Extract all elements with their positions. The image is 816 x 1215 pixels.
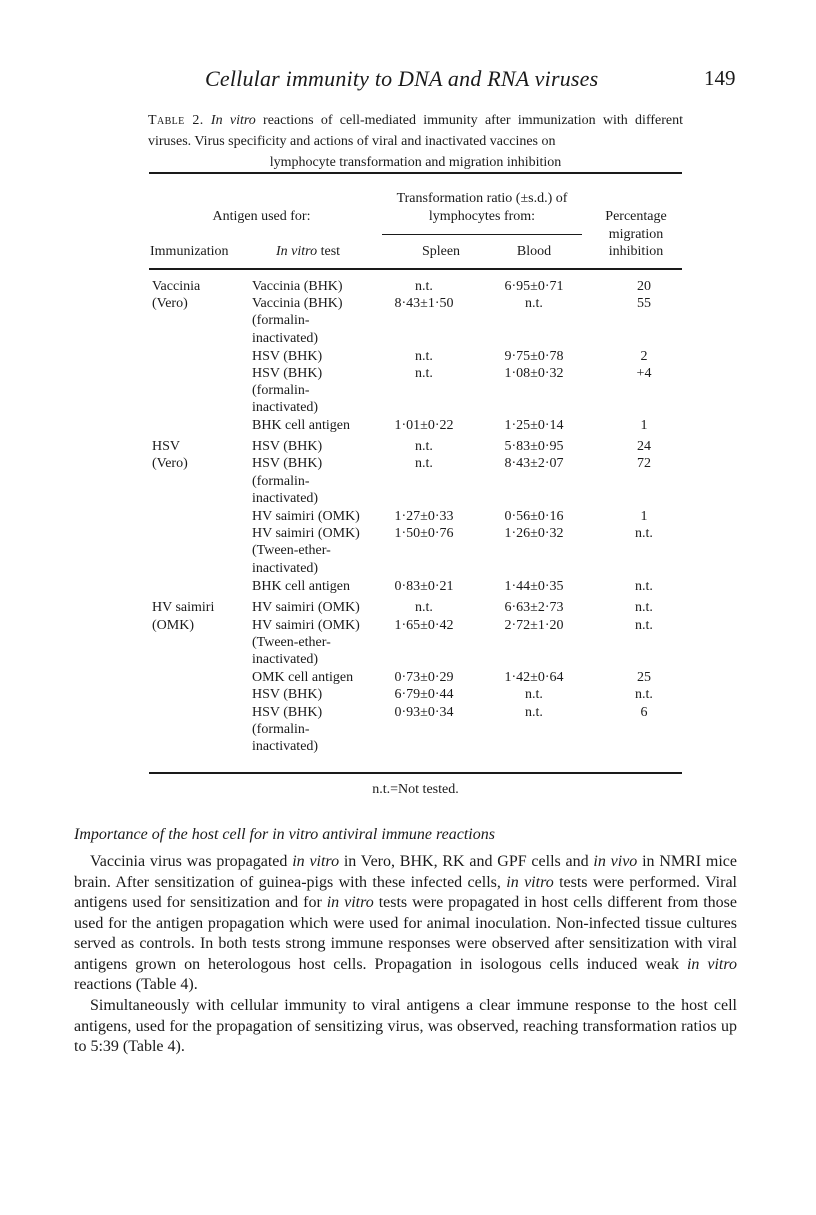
p1-part-e: in NMRI mice brain. After sensitization of guinea-pigs with these infected cells, xyxy=(74,853,737,891)
row-blood-value: n.t. xyxy=(525,296,543,312)
row-blood-value: 1·25±0·14 xyxy=(504,418,564,433)
table-bottom-rule xyxy=(149,772,682,774)
table-row xyxy=(149,634,682,651)
row-in-vitro-test: HSV (BHK) xyxy=(252,439,323,455)
header-in-vitro-italic: In vitro xyxy=(276,244,318,259)
row-in-vitro-test: HV saimiri (OMK) xyxy=(252,617,360,633)
header-in-vitro-test xyxy=(276,243,340,261)
row-percentage-value: 55 xyxy=(637,296,651,312)
row-percentage-value: 24 xyxy=(637,439,651,455)
table-row xyxy=(149,455,682,472)
transformation-subrule xyxy=(382,234,582,235)
table-top-rule xyxy=(149,172,682,174)
row-in-vitro-test: OMK cell antigen xyxy=(252,670,354,686)
table-row xyxy=(149,560,682,579)
row-blood-value: 6·63±2·73 xyxy=(504,600,564,616)
row-in-vitro-test: inactivated) xyxy=(252,651,319,667)
row-in-vitro-test: (formalin- xyxy=(252,721,310,737)
p1-part-g: tests were performed. Viral antigens used for sensitization and for xyxy=(74,873,737,911)
row-in-vitro-test: inactivated) xyxy=(252,330,319,346)
table-row xyxy=(149,473,682,490)
row-in-vitro-test: HSV (BHK) xyxy=(252,365,323,381)
table-row xyxy=(149,721,682,738)
header-immunization: Immunization xyxy=(150,244,229,259)
header-blood: Blood xyxy=(516,244,552,259)
p1-part-d: in vivo xyxy=(593,853,638,870)
row-blood-value: 1·26±0·32 xyxy=(504,526,564,542)
row-immunization: (OMK) xyxy=(152,617,194,633)
row-spleen-value: n.t. xyxy=(415,456,433,472)
row-spleen-value: 1·27±0·33 xyxy=(394,508,454,524)
row-spleen-value: 0·93±0·34 xyxy=(394,704,454,720)
row-in-vitro-test: HV saimiri (OMK) xyxy=(252,600,360,616)
caption-text-a xyxy=(204,113,211,128)
row-blood-value: 8·43±2·07 xyxy=(504,456,564,472)
header-in-vitro-rest: test xyxy=(317,244,341,259)
row-blood-value: 0·56±0·16 xyxy=(504,508,564,524)
row-in-vitro-test: (Tween-ether- xyxy=(252,634,331,650)
p1-part-c: in Vero, BHK, RK and GPF cells and xyxy=(339,853,594,870)
row-in-vitro-test: BHK cell antigen xyxy=(252,579,350,595)
row-spleen-value: 6·79±0·44 xyxy=(394,687,454,703)
page-number: 149 xyxy=(704,66,736,90)
row-in-vitro-test: (Tween-ether- xyxy=(252,543,331,559)
row-blood-value: n.t. xyxy=(525,704,543,720)
table-caption xyxy=(148,110,683,173)
row-blood-value: n.t. xyxy=(525,687,543,703)
header-percentage-line3: inhibition xyxy=(608,244,664,259)
table-row xyxy=(149,599,682,616)
caption-label: Table 2. xyxy=(148,113,204,128)
row-spleen-value: n.t. xyxy=(415,365,433,381)
row-percentage-value: n.t. xyxy=(635,526,653,542)
table-row xyxy=(149,578,682,599)
row-in-vitro-test: HSV (BHK) xyxy=(252,348,323,364)
row-spleen-value: 1·50±0·76 xyxy=(394,526,454,542)
paragraph-2: Simultaneously with cellular immunity to viral antigens a clear immune response to the host cell antigens, used for the propagation of sensitizing virus, was observed, reaching transformation ratios up to 5:39 (Table 4). xyxy=(74,997,737,1055)
p1-part-h: in vitro xyxy=(326,894,374,911)
table-footnote: n.t.=Not tested. xyxy=(372,782,459,797)
row-spleen-value: n.t. xyxy=(415,600,433,616)
row-in-vitro-test: inactivated) xyxy=(252,738,319,754)
table-row xyxy=(149,312,682,329)
row-blood-value: 9·75±0·78 xyxy=(504,348,564,364)
row-spleen-value: 0·73±0·29 xyxy=(394,670,454,686)
p1-part-f: in vitro xyxy=(506,873,554,891)
row-in-vitro-test: (formalin- xyxy=(252,383,310,399)
row-immunization: HSV xyxy=(152,439,181,455)
table-row xyxy=(149,438,682,455)
row-immunization: HV saimiri xyxy=(152,600,215,616)
p1-part-k: reactions (Table 4). xyxy=(74,976,198,993)
caption-text-c: lymphocyte transformation and migration inhibition xyxy=(269,155,562,170)
row-percentage-value: 25 xyxy=(637,670,651,686)
row-in-vitro-test: inactivated) xyxy=(252,560,319,576)
row-blood-value: 6·95±0·71 xyxy=(504,279,564,294)
row-percentage-value: +4 xyxy=(636,365,652,381)
header-antigen-used-for: Antigen used for: xyxy=(212,209,311,224)
header-transformation-line2: lymphocytes from: xyxy=(428,209,536,224)
row-immunization: (Vero) xyxy=(152,456,188,472)
table-row xyxy=(149,617,682,634)
table-row xyxy=(149,508,682,525)
row-spleen-value: n.t. xyxy=(415,279,433,294)
row-percentage-value: n.t. xyxy=(635,600,653,616)
header-transformation-line1: Transformation ratio (±s.d.) of xyxy=(396,191,568,206)
row-percentage-value: 20 xyxy=(637,279,651,294)
row-in-vitro-test: (formalin- xyxy=(252,473,310,489)
section-heading: Importance of the host cell for in vitro antiviral immune reactions xyxy=(74,826,495,843)
row-blood-value: 2·72±1·20 xyxy=(504,617,564,633)
row-in-vitro-test: Vaccinia (BHK) xyxy=(252,279,343,294)
row-blood-value: 1·08±0·32 xyxy=(504,365,564,381)
row-immunization: Vaccinia xyxy=(152,279,201,294)
p1-part-j: in vitro xyxy=(686,955,737,973)
running-head xyxy=(0,66,816,96)
row-immunization: (Vero) xyxy=(152,296,188,312)
table-row xyxy=(149,542,682,559)
row-spleen-value: n.t. xyxy=(415,439,433,455)
row-percentage-value: n.t. xyxy=(635,579,653,595)
table-row xyxy=(149,738,682,755)
row-in-vitro-test: HV saimiri (OMK) xyxy=(252,526,360,542)
row-percentage-value: 2 xyxy=(640,348,648,364)
row-spleen-value: 1·01±0·22 xyxy=(394,418,454,433)
table-row xyxy=(149,525,682,542)
table-row xyxy=(149,278,682,295)
table-header-rule xyxy=(149,268,682,270)
table-row xyxy=(149,382,682,399)
caption-text-b: reactions of cell-mediated immunity after immunization with different viruses. Virus specificity and actions of viral and inactivated vaccines on xyxy=(148,113,683,149)
table-row xyxy=(149,669,682,686)
row-spleen-value: 0·83±0·21 xyxy=(394,579,454,595)
table-row xyxy=(149,399,682,417)
row-spleen-value: 8·43±1·50 xyxy=(394,296,454,312)
table-row xyxy=(149,686,682,703)
header-percentage-line1: Percentage xyxy=(605,209,667,224)
row-in-vitro-test: (formalin- xyxy=(252,313,310,329)
table-row xyxy=(149,651,682,669)
row-in-vitro-test: BHK cell antigen xyxy=(252,418,350,433)
paragraph-1 xyxy=(74,852,737,996)
table-row xyxy=(149,295,682,312)
table-row xyxy=(149,490,682,508)
table-body xyxy=(149,278,682,755)
row-in-vitro-test: inactivated) xyxy=(252,490,319,506)
table-row xyxy=(149,417,682,438)
header-spleen: Spleen xyxy=(421,244,461,259)
row-percentage-value: 6 xyxy=(640,704,648,720)
row-percentage-value: 72 xyxy=(637,456,651,472)
p1-part-a: Vaccinia virus was propagated xyxy=(90,853,293,870)
row-spleen-value: n.t. xyxy=(415,348,433,364)
header-percentage-line2: migration xyxy=(608,227,664,242)
row-in-vitro-test: HSV (BHK) xyxy=(252,456,323,472)
row-blood-value: 5·83±0·95 xyxy=(504,439,564,455)
p1-part-b: in vitro xyxy=(292,853,340,870)
row-blood-value: 1·42±0·64 xyxy=(504,670,564,686)
table-row xyxy=(149,365,682,382)
table-row xyxy=(149,330,682,348)
row-in-vitro-test: Vaccinia (BHK) xyxy=(252,296,343,312)
row-percentage-value: 1 xyxy=(640,418,648,433)
p1-part-i: tests were propagated in host cells different from those used for the antigen propagation which were used for animal inoculation. Non-infected tissue cultures served as controls. In both tests strong immune responses were observed after sensitization with viral antigens grown on heterologous host cells. Propagation in isologous cells induced weak xyxy=(74,894,738,973)
row-in-vitro-test: HSV (BHK) xyxy=(252,687,323,703)
row-blood-value: 1·44±0·35 xyxy=(504,579,564,595)
table-row xyxy=(149,704,682,721)
row-in-vitro-test: HSV (BHK) xyxy=(252,704,323,720)
row-percentage-value: n.t. xyxy=(635,687,653,703)
row-in-vitro-test: HV saimiri (OMK) xyxy=(252,508,360,524)
row-spleen-value: 1·65±0·42 xyxy=(394,617,454,633)
running-title: Cellular immunity to DNA and RNA viruses xyxy=(205,66,599,91)
table-row xyxy=(149,348,682,365)
row-percentage-value: n.t. xyxy=(635,617,653,633)
row-in-vitro-test: inactivated) xyxy=(252,400,319,416)
caption-text-italic: In vitro xyxy=(210,113,256,128)
row-percentage-value: 1 xyxy=(640,508,648,524)
